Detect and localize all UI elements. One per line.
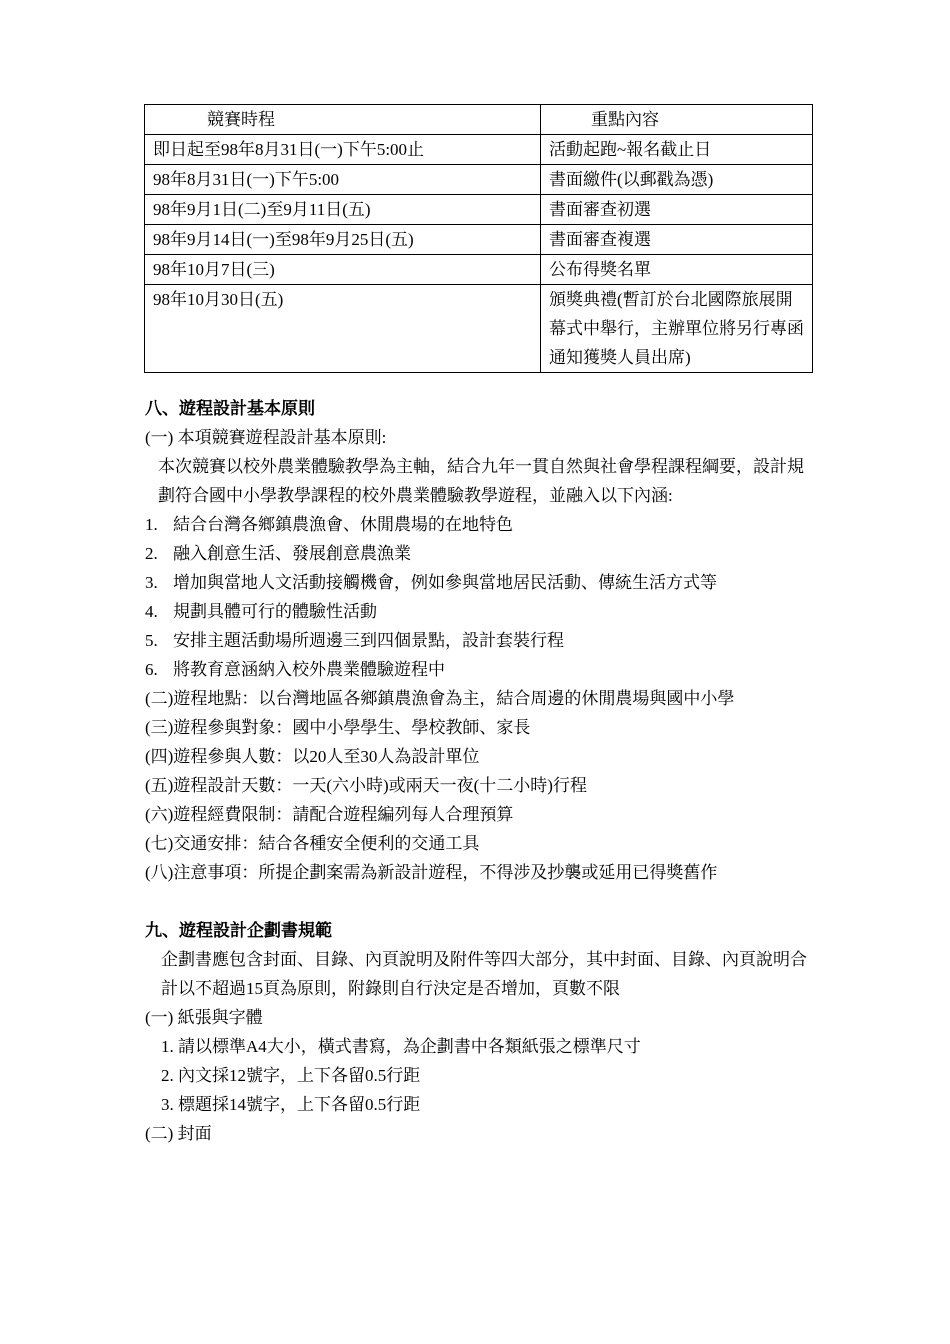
list-text: 規劃具體可行的體驗性活動 (173, 602, 377, 621)
section-8-item: (三)遊程參與對象：國中小學學生、學校教師、家長 (145, 718, 531, 737)
section-8-intro-paragraph: 本次競賽以校外農業體驗教學為主軸，結合九年一貫自然與社會學程課程綱要，設計規劃符合國中小學教學課程的校外農業體驗教學遊程，並融入以下內涵: (158, 457, 804, 505)
list-number: 1. (145, 515, 158, 534)
table-cell-date: 98年9月1日(二)至9月11日(五) (145, 195, 541, 225)
spacer (145, 887, 807, 916)
table-cell-date: 98年8月31日(一)下午5:00 (145, 165, 541, 195)
section-8-item: (七)交通安排：結合各種安全便利的交通工具 (145, 834, 480, 853)
table-row (145, 225, 813, 255)
list-text: 安排主題活動場所週邊三到四個景點，設計套裝行程 (173, 631, 564, 650)
list-item (145, 539, 807, 568)
list-text: 將教育意涵納入校外農業體驗遊程中 (173, 660, 445, 679)
table-row (145, 165, 813, 195)
table-cell-content: 頒獎典禮(暫訂於台北國際旅展開幕式中舉行，主辦單位將另行專函通知獲獎人員出席) (541, 285, 813, 373)
paper-item: 3. 標題採14號字，上下各留0.5行距 (161, 1095, 421, 1114)
list-item (145, 597, 807, 626)
document-body (145, 394, 807, 1148)
section-9-intro-paragraph: 企劃書應包含封面、目錄、內頁說明及附件等四大部分，其中封面、目錄、內頁說明合計以不超過15頁為原則，附錄則自行決定是否增加，頁數不限 (161, 950, 807, 998)
table-cell-date: 98年10月7日(三) (145, 255, 541, 285)
section-8-item: (六)遊程經費限制：請配合遊程編列每人合理預算 (145, 805, 514, 824)
paper-item: 2. 內文採12號字，上下各留0.5行距 (161, 1066, 421, 1085)
table-row (145, 135, 813, 165)
table-cell-content: 書面審查初選 (541, 195, 813, 225)
table-cell-date: 98年9月14日(一)至98年9月25日(五) (145, 225, 541, 255)
list-text: 增加與當地人文活動接觸機會，例如參與當地居民活動、傳統生活方式等 (173, 573, 717, 592)
list-item (145, 626, 807, 655)
list-item (145, 655, 807, 684)
section-8-intro-label: (一) 本項競賽遊程設計基本原則: (145, 428, 387, 447)
table-row (145, 285, 813, 373)
list-number: 3. (145, 573, 158, 592)
table-row (145, 255, 813, 285)
table-row (145, 195, 813, 225)
section-8-title: 八、遊程設計基本原則 (145, 399, 315, 418)
list-number: 5. (145, 631, 158, 650)
paper-item: 1. 請以標準A4大小，橫式書寫，為企劃書中各類紙張之標準尺寸 (161, 1037, 641, 1056)
table-cell-content: 公布得獎名單 (541, 255, 813, 285)
section-9-title: 九、遊程設計企劃書規範 (145, 921, 332, 940)
header-key-content: 重點內容 (541, 105, 813, 135)
section-8-item: (四)遊程參與人數：以20人至30人為設計單位 (145, 747, 480, 766)
table-cell-content: 書面繳件(以郵戳為憑) (541, 165, 813, 195)
header-schedule: 競賽時程 (145, 105, 541, 135)
list-number: 6. (145, 660, 158, 679)
list-number: 2. (145, 544, 158, 563)
list-number: 4. (145, 602, 158, 621)
table-cell-date: 即日起至98年8月31日(一)下午5:00止 (145, 135, 541, 165)
list-text: 結合台灣各鄉鎮農漁會、休閒農場的在地特色 (173, 515, 513, 534)
table-cell-date: 98年10月30日(五) (145, 285, 541, 373)
cover-label: (二) 封面 (145, 1124, 212, 1143)
paper-and-font-label: (一) 紙張與字體 (145, 1008, 263, 1027)
list-item (145, 510, 807, 539)
table-cell-content: 活動起跑~報名截止日 (541, 135, 813, 165)
list-item (145, 568, 807, 597)
table-header-row (145, 105, 813, 135)
schedule-table (144, 104, 813, 373)
section-8-item: (二)遊程地點：以台灣地區各鄉鎮農漁會為主，結合周邊的休閒農場與國中小學 (145, 689, 735, 708)
table-cell-content: 書面審查複選 (541, 225, 813, 255)
list-text: 融入創意生活、發展創意農漁業 (173, 544, 411, 563)
section-8-item: (八)注意事項：所提企劃案需為新設計遊程，不得涉及抄襲或延用已得獎舊作 (145, 863, 718, 882)
section-8-item: (五)遊程設計天數：一天(六小時)或兩天一夜(十二小時)行程 (145, 776, 587, 795)
